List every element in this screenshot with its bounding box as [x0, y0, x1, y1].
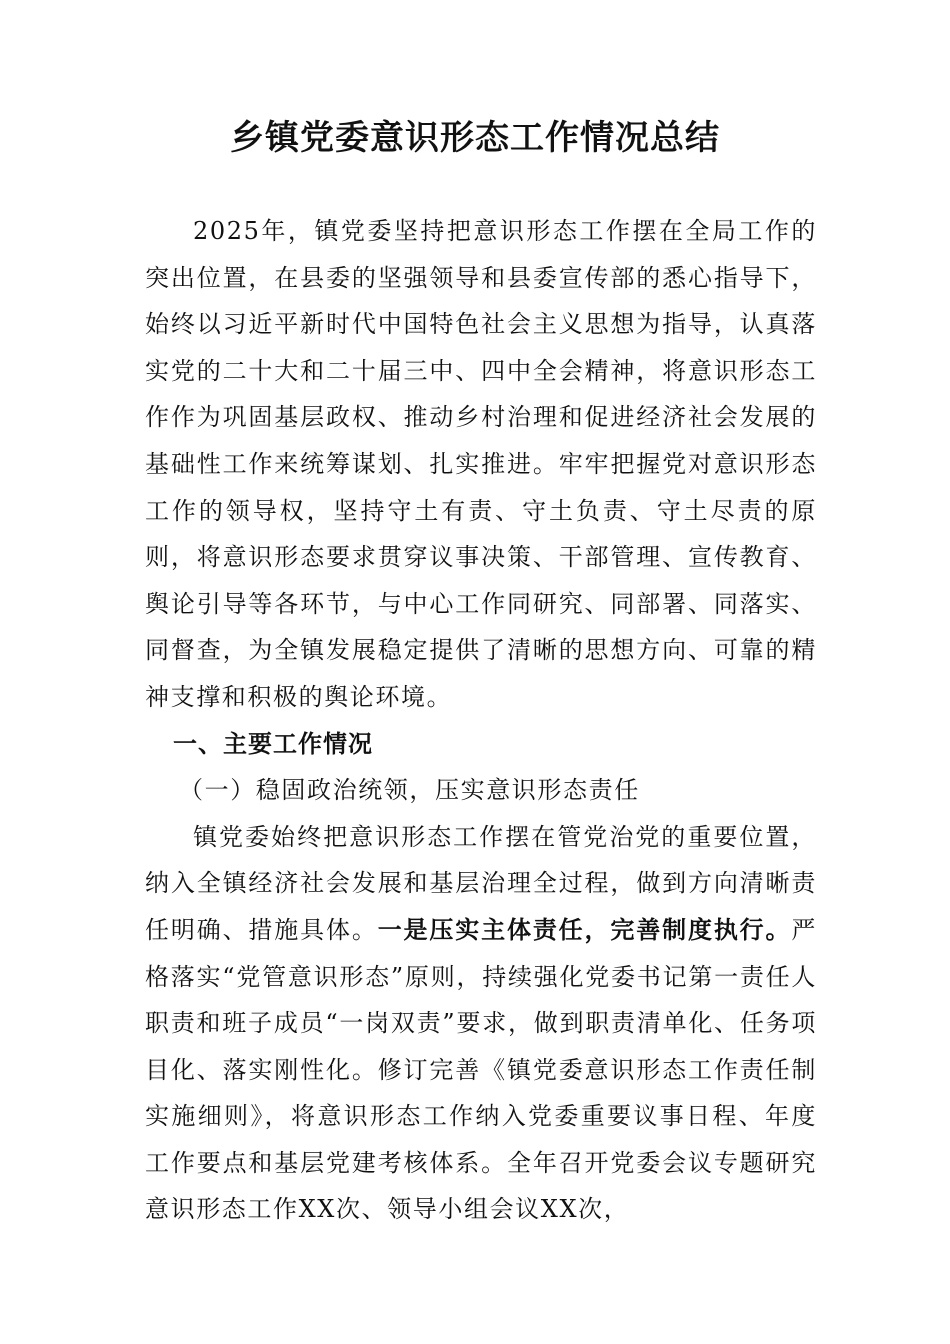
paragraph-lead-text: 镇党委始终把意识形态工作摆在管党治党的重要位置，纳入全镇经济社会发展和基层治理全过程，做到方向清晰责任明确、措施具体。	[145, 822, 817, 944]
responsibility-paragraph	[145, 814, 817, 1233]
bold-highlight-text: 一是压实主体责任，完善制度执行。	[377, 915, 792, 944]
section-heading: 一、主要工作情况	[173, 729, 373, 758]
subsection-heading: （一）稳固政治统领，压实意识形态责任	[179, 776, 640, 805]
paragraph-rest-text: 严格落实“党管意识形态”原则，持续强化党委书记第一责任人职责和班子成员“一岗双责”要求，做到职责清单化、任务项目化、落实刚性化。修订完善《镇党委意识形态工作责任制实施细则》，将意识形态工作纳入党委重要议事日程、年度工作要点和基层党建考核体系。全年召开党委会议专题研究意识形态工作XX次、领导小组会议XX次，	[145, 915, 817, 1224]
intro-paragraph: 2025年，镇党委坚持把意识形态工作摆在全局工作的突出位置，在县委的坚强领导和县委宣传部的悉心指导下，始终以习近平新时代中国特色社会主义思想为指导，认真落实党的二十大和二十届三中、四中全会精神，将意识形态工作作为巩固基层政权、推动乡村治理和促进经济社会发展的基础性工作来统筹谋划、扎实推进。牢牢把握党对意识形态工作的领导权，坚持守土有责、守土负责、守土尽责的原则，将意识形态要求贯穿议事决策、干部管理、宣传教育、舆论引导等各环节，与中心工作同研究、同部署、同落实、同督查，为全镇发展稳定提供了清晰的思想方向、可靠的精神支撑和积极的舆论环境。	[145, 217, 817, 711]
document-body	[145, 208, 817, 1233]
document-title: 乡镇党委意识形态工作情况总结	[230, 118, 720, 158]
